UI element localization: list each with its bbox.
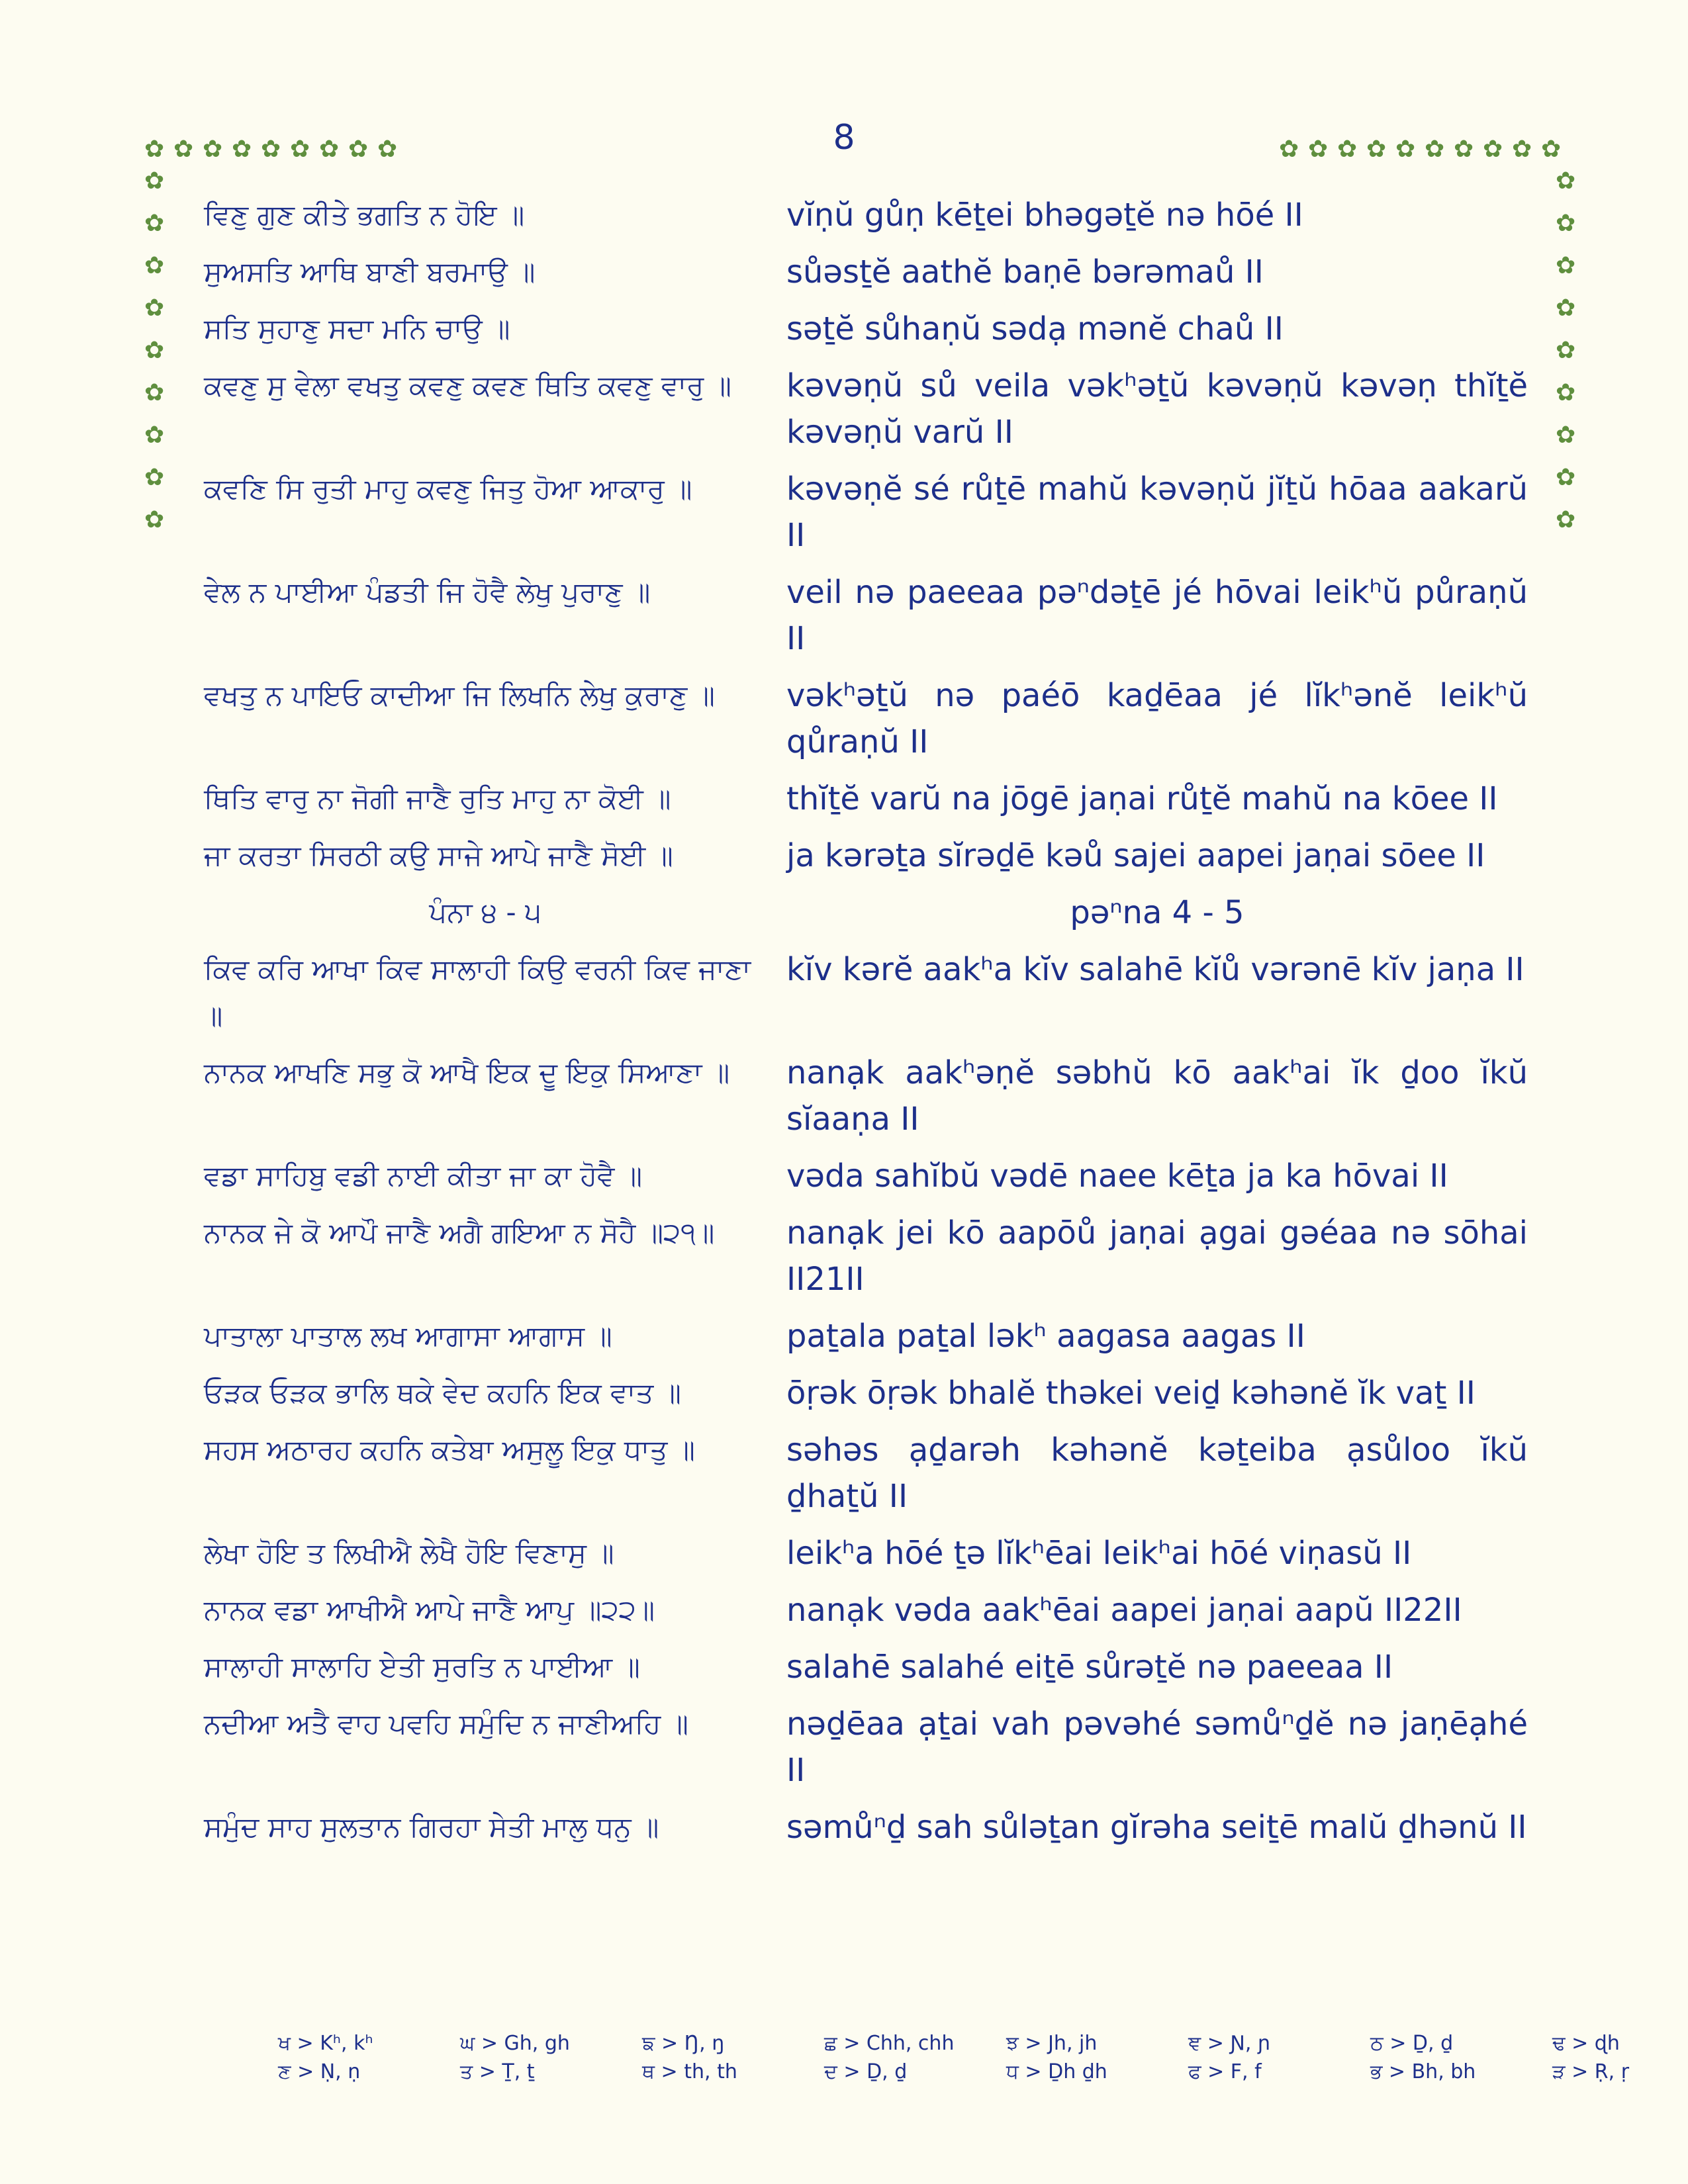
legend-item: ਝ > Jh, jh [1006,2032,1098,2055]
flower-ornament-icon: ✿ [1279,136,1299,163]
verse-row [204,1210,1528,1302]
flower-ornament-icon: ✿ [1337,136,1358,163]
verse-row [204,306,1528,352]
gurmukhi-text: ਸਤਿ ਸੁਹਾਣੁ ਸਦਾ ਮਨਿ ਚਾਉ ॥ [204,312,510,345]
transliteration-text: səhəs ạḏarəh kəhənĕ kəṯeiba ạsůloo ĭkŭ ḏhaṯŭ II [786,1432,1528,1515]
gurmukhi-text: ਥਿਤਿ ਵਾਰੁ ਨਾ ਜੋਗੀ ਜਾਣੈ ਰੁਤਿ ਮਾਹੁ ਨਾ ਕੋਈ ॥ [204,782,671,815]
flower-ornament-icon: ✿ [1556,379,1576,406]
transliteration-text: kəvəṇĕ sé růṯē mahŭ kəvəṇŭ jĭṯŭ hōaa aakarŭ II [786,471,1528,554]
transliteration-text: vĭṇŭ gůṇ kēṯei bhəgəṯĕ nə hōé II [786,197,1303,234]
flower-ornament-icon: ✿ [261,136,281,163]
transliteration-text: nanạk jei kō aapōů jaṇai ạgai gəéaa nə sōhai II21II [786,1214,1528,1298]
flower-ornament-icon: ✿ [1556,252,1576,279]
flower-ornament-icon: ✿ [144,506,165,533]
transliteration-legend [278,2032,1688,2089]
legend-item: ਤ > Ṯ, ṯ [460,2060,535,2083]
flower-ornament-icon: ✿ [1556,506,1576,533]
gurmukhi-text: ਓੜਕ ਓੜਕ ਭਾਲਿ ਥਕੇ ਵੇਦ ਕਹਨਿ ਇਕ ਵਾਤ ॥ [204,1377,681,1409]
flower-ornament-icon: ✿ [144,337,165,364]
flower-ornament-icon: ✿ [1541,136,1562,163]
transliteration-text: thĭṯĕ varŭ na jōgē jaṇai růṯĕ mahŭ na kōee II [786,780,1498,817]
transliteration-text: nanạk aakʰəṇĕ səbhŭ kō aakʰai ĭk ḏoo ĭkŭ sĭaaṇa II [786,1054,1528,1138]
verse-row [204,363,1528,455]
legend-item: ੜ > Ṛ, ṛ [1552,2060,1630,2083]
flower-ornament-icon: ✿ [319,136,340,163]
gurmukhi-text: ਨਾਨਕ ਵਡਾ ਆਖੀਐ ਆਪੇ ਜਾਣੈ ਆਪੁ ॥੨੨॥ [204,1594,655,1626]
flower-ornament-icon: ✿ [144,252,165,279]
transliteration-text: paṯala paṯal ləkʰ aagasa aagas II [786,1318,1305,1355]
flower-ornament-icon: ✿ [1454,136,1474,163]
flower-ornament-icon: ✿ [1556,167,1576,195]
verse-row [204,946,1528,1039]
verse-row [204,1530,1528,1576]
verse-row [204,1427,1528,1520]
gurmukhi-text: ਸਹਸ ਅਠਾਰਹ ਕਹਨਿ ਕਤੇਬਾ ਅਸੁਲੂ ਇਕੁ ਧਾਤੁ ॥ [204,1433,695,1466]
transliteration-text: leikʰa hōé ṯə lĭkʰēai leikʰai hōé viṇasŭ II [786,1535,1412,1572]
verse-row [204,1313,1528,1359]
verse-row [204,466,1528,559]
transliteration-text: sůəsṯĕ aathĕ baṇē bərəmaů II [786,253,1264,291]
flower-ornament-icon: ✿ [144,379,165,406]
flower-ornament-icon: ✿ [1425,136,1445,163]
flower-ornament-icon: ✿ [173,136,194,163]
legend-item: ਢ > ɖh [1552,2032,1620,2055]
transliteration-text: salahē salahé eiṯē sůrəṯĕ nə paeeaa II [786,1649,1393,1686]
flower-ornament-icon: ✿ [1308,136,1329,163]
flower-ornament-icon: ✿ [144,422,165,449]
page-number: 8 [833,118,855,158]
flower-ornament-icon: ✿ [144,136,165,163]
flower-ornament-icon: ✿ [290,136,310,163]
legend-item: ਘ > Gh, gh [460,2032,570,2055]
gurmukhi-text: ਪੰਨਾ ੪ - ੫ [429,896,541,929]
flower-ornament-icon: ✿ [1556,464,1576,491]
gurmukhi-text: ਕਵਣੁ ਸੁ ਵੇਲਾ ਵਖਤੁ ਕਵਣੁ ਕਵਣ ਥਿਤਿ ਕਵਣੁ ਵਾਰੁ ॥ [204,369,731,402]
transliteration-text: səmůⁿḏ sah sůləṯan gĭrəha seiṯē malŭ ḏhənŭ II [786,1809,1527,1846]
legend-item: ਧ > Ḏh ḏh [1006,2060,1107,2083]
flower-ornament-icon: ✿ [1366,136,1387,163]
legend-item: ਠ > Ḏ, ḏ [1370,2032,1454,2055]
legend-item: ਞ > Ɲ, ɲ [1188,2032,1271,2055]
legend-item: ਣ > Ṇ, ṇ [278,2060,361,2083]
gurmukhi-text: ਸੁਅਸਤਿ ਆਥਿ ਬਾਣੀ ਬਰਮਾਉ ॥ [204,255,536,288]
transliteration-text: ōṛək ōṛək bhalĕ thəkei veiḏ kəhənĕ ĭk vaṯ II [786,1375,1476,1412]
gurmukhi-text: ਕਵਣਿ ਸਿ ਰੁਤੀ ਮਾਹੁ ਕਵਣੁ ਜਿਤੁ ਹੋਆ ਆਕਾਰੁ ॥ [204,473,692,505]
flower-ornament-icon: ✿ [1483,136,1503,163]
legend-row [278,2032,1688,2055]
flower-ornament-icon: ✿ [1556,337,1576,364]
legend-item: ਛ > Chh, chh [824,2032,955,2055]
verse-row [204,889,1528,936]
flower-ornament-icon: ✿ [144,295,165,322]
transliteration-text: veil nə paeeaa pəⁿdəṯē jé hōvai leikʰŭ půraṇŭ II [786,574,1528,657]
verse-row [204,672,1528,765]
transliteration-text: kĭv kərĕ aakʰa kĭv salahē kĭů vərənē kĭv jaṇa II [786,951,1524,988]
transliteration-text: nəḏēaa ạṯai vah pəvəhé səmůⁿḏĕ nə jaṇēạhé II [786,1706,1528,1789]
gurmukhi-text: ਵਖਤੁ ਨ ਪਾਇਓ ਕਾਦੀਆ ਜਿ ਲਿਖਨਿ ਲੇਖੁ ਕੁਰਾਣੁ ॥ [204,679,715,711]
flower-ornament-icon: ✿ [348,136,369,163]
verse-row [204,569,1528,662]
legend-item: ਦ > Ḏ, ḏ [824,2060,908,2083]
verse-row [204,776,1528,822]
flower-ornament-icon: ✿ [377,136,398,163]
flower-ornament-icon: ✿ [144,167,165,195]
gurmukhi-text: ਲੇਖਾ ਹੋਇ ਤ ਲਿਖੀਐ ਲੇਖੈ ਹੋਇ ਵਿਣਾਸੁ ॥ [204,1537,614,1569]
legend-row [278,2060,1688,2083]
flower-ornament-icon: ✿ [1556,422,1576,449]
gurmukhi-text: ਸਾਲਾਹੀ ਸਾਲਾਹਿ ਏਤੀ ਸੁਰਤਿ ਨ ਪਾਈਆ ॥ [204,1651,640,1683]
flower-ornament-icon: ✿ [203,136,223,163]
verse-list [204,192,1528,1861]
legend-item: ਖ > Kʰ, kʰ [278,2032,373,2055]
gurmukhi-text: ਵੇਲ ਨ ਪਾਈਆ ਪੰਡਤੀ ਜਿ ਹੋਵੈ ਲੇਖੁ ਪੁਰਾਣੁ ॥ [204,576,651,608]
gurmukhi-text: ਨਾਨਕ ਜੇ ਕੋ ਆਪੌ ਜਾਣੈ ਅਗੈ ਗਇਆ ਨ ਸੋਹੈ ॥੨੧॥ [204,1216,715,1249]
flower-ornament-icon: ✿ [232,136,252,163]
transliteration-text: səṯĕ sůhaṇŭ sədạ mənĕ chaů II [786,310,1284,347]
verse-row [204,1587,1528,1633]
gurmukhi-text: ਵਿਣੁ ਗੁਣ ਕੀਤੇ ਭਗਤਿ ਨ ਹੋਇ ॥ [204,199,525,231]
verse-row [204,1153,1528,1199]
gurmukhi-text: ਸਮੁੰਦ ਸਾਹ ਸੁਲਤਾਨ ਗਿਰਹਾ ਸੇਤੀ ਮਾਲੁ ਧਨੁ ॥ [204,1811,659,1843]
gurmukhi-text: ਨਦੀਆ ਅਤੈ ਵਾਹ ਪਵਹਿ ਸਮੁੰਦਿ ਨ ਜਾਣੀਅਹਿ ॥ [204,1707,688,1740]
flower-ornament-icon: ✿ [144,210,165,237]
transliteration-text: pəⁿna 4 - 5 [1070,894,1244,931]
verse-row [204,1804,1528,1850]
legend-item: ਫ > F, f [1188,2060,1262,2083]
legend-item: ਙ > Ŋ, ŋ [642,2032,725,2055]
legend-item: ਭ > Bh, bh [1370,2060,1476,2083]
flower-ornament-icon: ✿ [1556,295,1576,322]
flower-ornament-icon: ✿ [1395,136,1416,163]
gurmukhi-text: ਪਾਤਾਲਾ ਪਾਤਾਲ ਲਖ ਆਗਾਸਾ ਆਗਾਸ ॥ [204,1320,612,1352]
transliteration-text: vəda sahĭbŭ vədē naee kēṯa ja ka hōvai II [786,1158,1448,1195]
gurmukhi-text: ਕਿਵ ਕਰਿ ਆਖਾ ਕਿਵ ਸਾਲਾਹੀ ਕਿਉ ਵਰਨੀ ਕਿਵ ਜਾਣਾ ॥ [204,953,751,1032]
transliteration-text: ja kərəṯa sĭrəḏē kəů sajei aapei jaṇai sōee II [786,837,1485,874]
verse-row [204,1701,1528,1794]
flower-ornament-icon: ✿ [144,464,165,491]
verse-row [204,249,1528,295]
flower-ornament-icon: ✿ [1512,136,1532,163]
verse-row [204,1370,1528,1416]
transliteration-text: vəkʰəṯŭ nə paéō kaḏēaa jé lĭkʰənĕ leikʰŭ qůraṇŭ II [786,677,1528,760]
transliteration-text: kəvəṇŭ sů veila vəkʰəṯŭ kəvəṇŭ kəvəṇ thĭṯĕ kəvəṇŭ varŭ II [786,367,1528,451]
verse-row [204,1050,1528,1142]
verse-row [204,833,1528,879]
gurmukhi-text: ਜਾ ਕਰਤਾ ਸਿਰਠੀ ਕਉ ਸਾਜੇ ਆਪੇ ਜਾਣੈ ਸੋਈ ॥ [204,839,673,872]
transliteration-text: nanạk vəda aakʰēai aapei jaṇai aapŭ II22II [786,1592,1462,1629]
legend-item: ਥ > th, th [642,2060,737,2083]
verse-row [204,1644,1528,1690]
gurmukhi-text: ਨਾਨਕ ਆਖਣਿ ਸਭੁ ਕੋ ਆਖੈ ਇਕ ਦੂ ਇਕੁ ਸਿਆਣਾ ॥ [204,1056,730,1089]
verse-row [204,192,1528,238]
flower-ornament-icon: ✿ [1556,210,1576,237]
gurmukhi-text: ਵਡਾ ਸਾਹਿਬੁ ਵਡੀ ਨਾਈ ਕੀਤਾ ਜਾ ਕਾ ਹੋਵੈ ॥ [204,1160,643,1192]
